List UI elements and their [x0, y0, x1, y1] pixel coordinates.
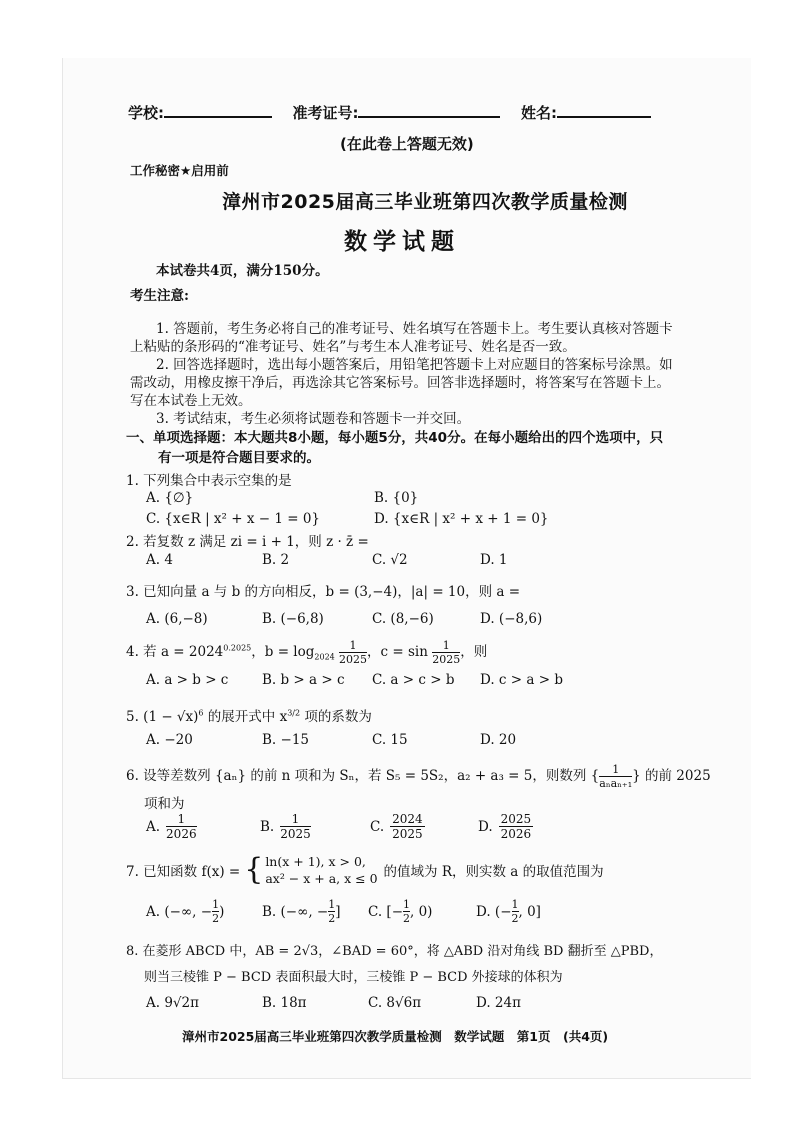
q6-stem-a: 6. 设等差数列 {aₙ} 的前 n 项和为 Sₙ，若 S₅ = 5S₂，a₂ + a₃ = 5，则数列 { — [126, 768, 600, 784]
q5-exp-a: 6 — [198, 708, 204, 718]
q7-b-text: B. (−∞, − — [262, 903, 329, 920]
q4-option-b: B. b > a > c — [262, 672, 345, 688]
q4-stem — [126, 639, 487, 666]
section1-heading-line1: 一、单项选择题：本大题共8小题，每小题5分，共40分。在每小题给出的四个选项中，只 — [126, 430, 664, 446]
q6-c-label: C. — [370, 818, 385, 835]
q4-option-d: D. c > a > b — [480, 672, 563, 688]
page-footer: 漳州市2025届高三毕业班第四次教学质量检测 数学试题 第1页 (共4页) — [182, 1029, 609, 1044]
q7-option-b — [262, 898, 341, 925]
q4-frac-b — [339, 639, 367, 666]
notice-2-line1: 2. 回答选择题时，选出每小题答案后，用铅笔把答题卡上对应题目的答案标号涂黑。如 — [156, 357, 673, 373]
q8-option-d: D. 24π — [476, 995, 521, 1011]
school-label: 学校: — [128, 104, 164, 122]
q8-option-b: B. 18π — [262, 995, 307, 1011]
q4-stem-c: ，c = sin — [367, 644, 428, 660]
subject-title: 数学试题 — [344, 229, 460, 255]
q3-option-a: A. (6,−8) — [146, 611, 208, 627]
q2-option-c: C. √2 — [372, 552, 408, 568]
q5-option-c: C. 15 — [372, 732, 408, 748]
q6-d-num: 2025 — [500, 812, 532, 826]
q6-b-label: B. — [260, 818, 275, 835]
q6-option-a — [146, 812, 197, 841]
q5-option-d: D. 20 — [480, 732, 517, 748]
q1-option-a: A. {∅} — [146, 490, 194, 506]
q1-option-d: D. {x∈R | x² + x + 1 = 0} — [374, 511, 549, 527]
q3-stem: 3. 已知向量 a 与 b 的方向相反，b = (3,−4)，|a| = 10，则 a = — [126, 584, 521, 600]
q7-c-num: 1 — [403, 898, 411, 911]
q6-d-label: D. — [478, 818, 493, 835]
q7-a-text: A. (−∞, − — [146, 903, 213, 920]
notice-1-line2: 上粘贴的条形码的“准考证号、姓名”与考生本人准考证号、姓名是否一致。 — [130, 339, 576, 355]
q6-a-den: 2026 — [166, 827, 197, 841]
notice-heading: 考生注意: — [130, 288, 189, 304]
q7-b-num: 1 — [328, 898, 336, 911]
q7-d-text: D. (− — [476, 903, 512, 920]
q6-c-den: 2025 — [392, 827, 423, 841]
q6-b-den: 2025 — [280, 827, 311, 841]
q4-sub-b: 2024 — [314, 652, 335, 662]
q7-c-end: , 0) — [410, 903, 433, 920]
notice-2-line3: 写在本试卷上无效。 — [130, 393, 252, 409]
q7-case2: ax² − x + a, x ≤ 0 — [265, 871, 378, 886]
q6-b-num: 1 — [280, 812, 311, 827]
q5-stem-a: 5. (1 − √x) — [126, 709, 199, 725]
q5-option-a: A. −20 — [146, 732, 193, 748]
name-blank — [557, 102, 651, 118]
q5-stem-b: 的展开式中 x — [203, 709, 288, 725]
q7-option-d — [476, 898, 541, 925]
q6-option-d — [478, 812, 533, 841]
q6-stem — [126, 763, 711, 790]
q2-option-a: A. 4 — [146, 552, 173, 568]
q7-cases — [265, 853, 377, 887]
q6-a-frac — [166, 812, 197, 841]
q5-stem-c: 项的系数为 — [300, 709, 372, 725]
q6-option-c — [370, 812, 425, 841]
q7-option-c — [368, 898, 432, 925]
q6-d-den: 2026 — [500, 827, 532, 841]
q7-d-den: 2 — [511, 912, 519, 925]
q4-frac-c-den: 2025 — [432, 653, 461, 666]
q4-frac-c-num: 1 — [432, 639, 460, 653]
q7-d-frac — [512, 898, 519, 925]
notice-1-line1: 1. 答题前，考生务必将自己的准考证号、姓名填写在答题卡上。考生要认真核对答题卡 — [156, 321, 673, 337]
q3-option-d: D. (−8,6) — [480, 611, 543, 627]
q7-b-den: 2 — [328, 912, 336, 925]
q6-stem-b: } 的前 2025 — [632, 768, 711, 784]
q6-stem-c: 项和为 — [144, 796, 185, 812]
school-blank — [164, 102, 272, 118]
q2-option-b: B. 2 — [262, 552, 290, 568]
q6-b-frac — [280, 812, 311, 841]
q4-stem-a: 4. 若 a = 2024 — [126, 644, 224, 660]
q7-a-frac — [212, 898, 219, 925]
q8-stem-line1: 8. 在菱形 ABCD 中，AB = 2√3，∠BAD = 60°，将 △ABD 沿对角线 BD 翻折至 △PBD， — [126, 944, 663, 959]
q1-option-b: B. {0} — [374, 490, 419, 506]
q5-option-b: B. −15 — [262, 732, 309, 748]
q4-frac-b-num: 1 — [339, 639, 367, 653]
notice-2-line2: 需改动，用橡皮擦干净后，再选涂其它答案标号。回答非选择题时，将答案写在答题卡上。 — [130, 375, 670, 391]
exam-id-blank — [358, 102, 500, 118]
q7-brace: { — [244, 852, 264, 887]
q8-stem-line2: 则当三棱锥 P − BCD 表面积最大时，三棱锥 P − BCD 外接球的体积为 — [144, 970, 563, 985]
q4-stem-b: ，b = log — [251, 644, 315, 660]
q3-option-b: B. (−6,8) — [262, 611, 324, 627]
q6-a-label: A. — [146, 818, 161, 835]
q1-option-c: C. {x∈R | x² + x − 1 = 0} — [146, 511, 321, 527]
q6-d-frac — [499, 812, 534, 841]
q4-option-a: A. a > b > c — [146, 672, 229, 688]
header-fields — [128, 102, 651, 123]
q7-a-num: 1 — [212, 898, 220, 911]
q8-option-a: A. 9√2π — [146, 995, 199, 1011]
q8-option-c: C. 8√6π — [368, 995, 422, 1011]
q4-exp-a: 0.2025 — [223, 643, 252, 653]
section1-heading-line2: 有一项是符合题目要求的。 — [158, 450, 320, 466]
q4-option-c: C. a > c > b — [372, 672, 455, 688]
q6-frac-den: aₙaₙ₊₁ — [599, 777, 633, 790]
q6-frac-num: 1 — [599, 763, 632, 777]
q5-exp-b: 3/2 — [287, 708, 301, 718]
q7-c-frac — [403, 898, 410, 925]
q7-stem — [126, 853, 604, 887]
exam-id-label: 准考证号: — [292, 104, 359, 122]
q7-b-end: ] — [335, 903, 341, 920]
q7-d-num: 1 — [511, 898, 519, 911]
q7-stem-b: 的值域为 R，则实数 a 的取值范围为 — [383, 864, 604, 880]
q7-a-den: 2 — [212, 912, 220, 925]
q7-c-den: 2 — [403, 912, 411, 925]
q5-stem — [126, 705, 372, 725]
q7-option-a — [146, 898, 224, 925]
q7-b-frac — [328, 898, 335, 925]
q4-stem-d: ，则 — [460, 644, 488, 660]
q6-c-num: 2024 — [392, 812, 423, 826]
q7-d-end: , 0] — [518, 903, 541, 920]
invalid-note: (在此卷上答题无效) — [340, 135, 474, 153]
q6-option-b — [260, 812, 311, 841]
q7-case1: ln(x + 1), x > 0, — [265, 854, 366, 869]
pages-info: 本试卷共4页，满分150分。 — [156, 263, 329, 279]
notice-3: 3. 考试结束，考生必须将试题卷和答题卡一并交回。 — [156, 411, 471, 427]
confidential-mark: 工作秘密★启用前 — [130, 163, 229, 178]
q4-frac-c — [432, 639, 460, 666]
q4-frac-b-den: 2025 — [339, 653, 368, 666]
name-label: 姓名: — [520, 104, 557, 122]
q1-stem: 1. 下列集合中表示空集的是 — [126, 473, 292, 489]
exam-title: 漳州市2025届高三毕业班第四次教学质量检测 — [222, 191, 628, 213]
q2-option-d: D. 1 — [480, 552, 508, 568]
q6-frac — [599, 763, 632, 790]
q7-c-text: C. [− — [368, 903, 404, 920]
q3-option-c: C. (8,−6) — [372, 611, 434, 627]
q2-stem: 2. 若复数 z 满足 zi = i + 1，则 z · z̄ = — [126, 534, 369, 550]
q7-a-end: ) — [219, 903, 225, 920]
q7-stem-a: 7. 已知函数 f(x) = — [126, 864, 241, 880]
q6-c-frac — [390, 812, 425, 841]
q6-a-num: 1 — [166, 812, 197, 827]
